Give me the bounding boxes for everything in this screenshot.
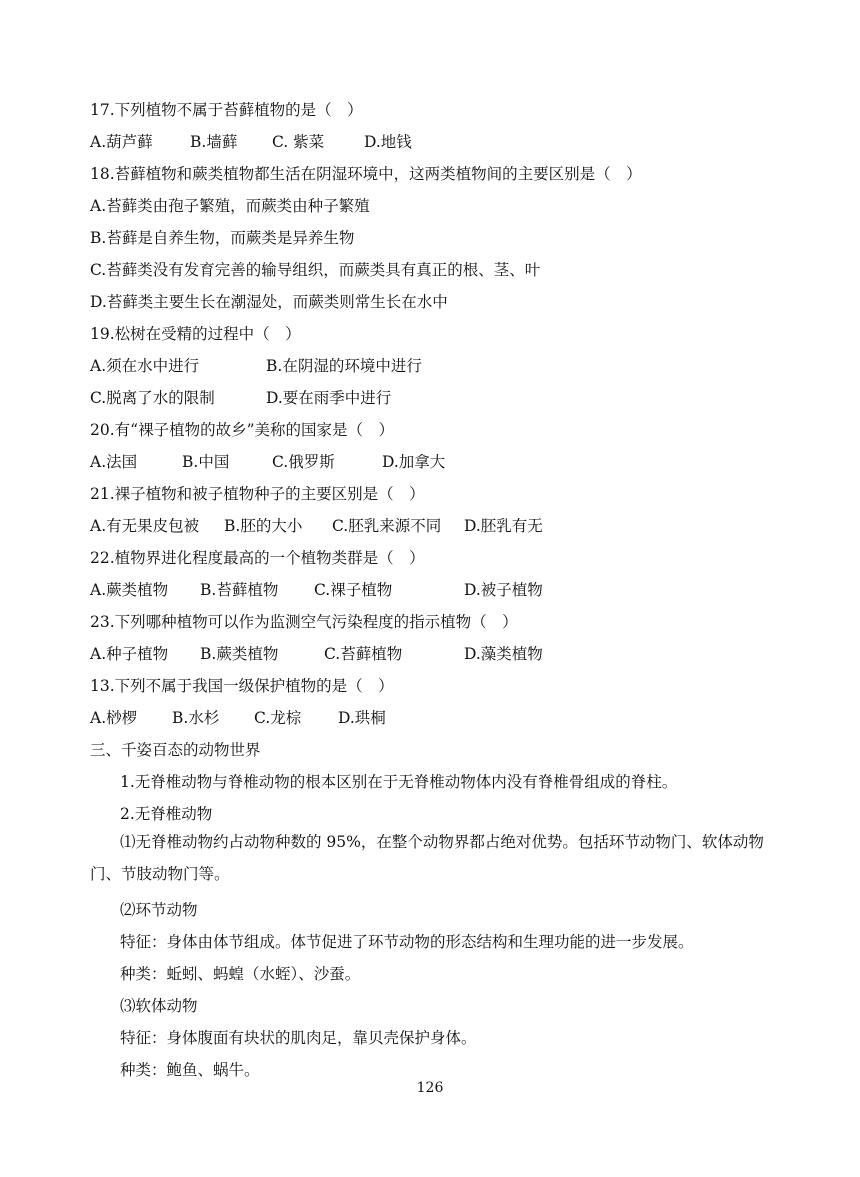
- option-c: C.胚乳来源不同: [332, 517, 442, 535]
- section-paragraph-3: ⑴无脊椎动物约占动物种数的 95%，在整个动物界都占绝对优势。包括环节动物门、软体动物门、节肢动物门等。: [90, 833, 764, 883]
- option-b: B.中国: [182, 453, 230, 471]
- option-c: C.俄罗斯: [272, 453, 335, 471]
- section-paragraph-1: 1.无脊椎动物与脊椎动物的根本区别在于无脊椎动物体内没有脊椎骨组成的脊柱。: [120, 773, 678, 791]
- question-18-option-b: B.苔藓是自养生物，而蕨类是异养生物: [90, 229, 355, 247]
- option-d: D.藻类植物: [464, 645, 543, 663]
- question-13-stem: 13.下列不属于我国一级保护植物的是（ ）: [90, 677, 394, 695]
- option-a: A.蕨类植物: [90, 581, 169, 599]
- question-23-stem: 23.下列哪种植物可以作为监测空气污染程度的指示植物（ ）: [90, 613, 518, 631]
- question-18-option-d: D.苔藓类主要生长在潮湿处，而蕨类则常生长在水中: [90, 293, 448, 311]
- section-paragraph-6: 种类：蚯蚓、蚂蝗（水蛭）、沙蚕。: [120, 965, 361, 983]
- section-heading: 三、千姿百态的动物世界: [90, 741, 261, 759]
- question-17-stem: 17.下列植物不属于苔藓植物的是（ ）: [90, 101, 363, 119]
- option-a: A.葫芦藓: [90, 133, 153, 151]
- question-19-options-cd: [90, 387, 391, 409]
- question-22-stem: 22.植物界进化程度最高的一个植物类群是（ ）: [90, 549, 425, 567]
- option-d: D.加拿大: [382, 453, 446, 471]
- section-paragraph-2: 2.无脊椎动物: [120, 805, 213, 823]
- question-21-options: [90, 515, 543, 537]
- option-a: A.有无果皮包被: [90, 517, 200, 535]
- option-c: C.裸子植物: [314, 581, 393, 599]
- option-d: D.要在雨季中进行: [266, 389, 392, 407]
- option-a: A.桫椤: [90, 709, 138, 727]
- question-23-options: [90, 643, 543, 665]
- option-a: A.须在水中进行: [90, 357, 200, 375]
- option-b: B.在阴湿的环境中进行: [266, 357, 422, 375]
- section-paragraph-8: 特征：身体腹面有块状的肌肉足，靠贝壳保护身体。: [120, 1029, 477, 1047]
- section-paragraph-7: ⑶软体动物: [120, 997, 198, 1015]
- question-18-option-c: C.苔藓类没有发育完善的输导组织，而蕨类具有真正的根、茎、叶: [90, 261, 541, 279]
- question-19-stem: 19.松树在受精的过程中（ ）: [90, 325, 301, 343]
- question-18-stem: 18.苔藓植物和蕨类植物都生活在阴湿环境中，这两类植物间的主要区别是（ ）: [90, 165, 642, 183]
- option-c: C. 紫菜: [272, 133, 325, 151]
- question-19-options-ab: [90, 355, 422, 377]
- question-22-options: [90, 579, 543, 601]
- question-20-options: [90, 451, 445, 473]
- option-b: B.墙藓: [190, 133, 238, 151]
- option-c: C.脱离了水的限制: [90, 389, 215, 407]
- question-17-options: [90, 131, 412, 153]
- section-paragraph-5: 特征：身体由体节组成。体节促进了环节动物的形态结构和生理功能的进一步发展。: [120, 933, 694, 951]
- question-13-options: [90, 707, 386, 729]
- question-20-stem: 20.有“裸子植物的故乡”美称的国家是（ ）: [90, 421, 394, 439]
- option-c: C.苔藓植物: [324, 645, 403, 663]
- section-paragraph-9: 种类：鲍鱼、蜗牛。: [120, 1061, 260, 1079]
- option-d: D.胚乳有无: [464, 517, 543, 535]
- option-b: B.蕨类植物: [200, 645, 279, 663]
- option-b: B.胚的大小: [224, 517, 303, 535]
- option-d: D.被子植物: [464, 581, 543, 599]
- option-d: D.地钱: [364, 133, 412, 151]
- question-18-option-a: A.苔藓类由孢子繁殖，而蕨类由种子繁殖: [90, 197, 370, 215]
- page-number: 126: [416, 1080, 444, 1096]
- option-b: B.苔藓植物: [200, 581, 279, 599]
- option-a: A.种子植物: [90, 645, 169, 663]
- section-paragraph-4: ⑵环节动物: [120, 901, 198, 919]
- option-a: A.法国: [90, 453, 138, 471]
- option-b: B.水杉: [172, 709, 220, 727]
- option-c: C.龙棕: [254, 709, 302, 727]
- question-21-stem: 21.裸子植物和被子植物种子的主要区别是（ ）: [90, 485, 425, 503]
- option-d: D.珙桐: [338, 709, 386, 727]
